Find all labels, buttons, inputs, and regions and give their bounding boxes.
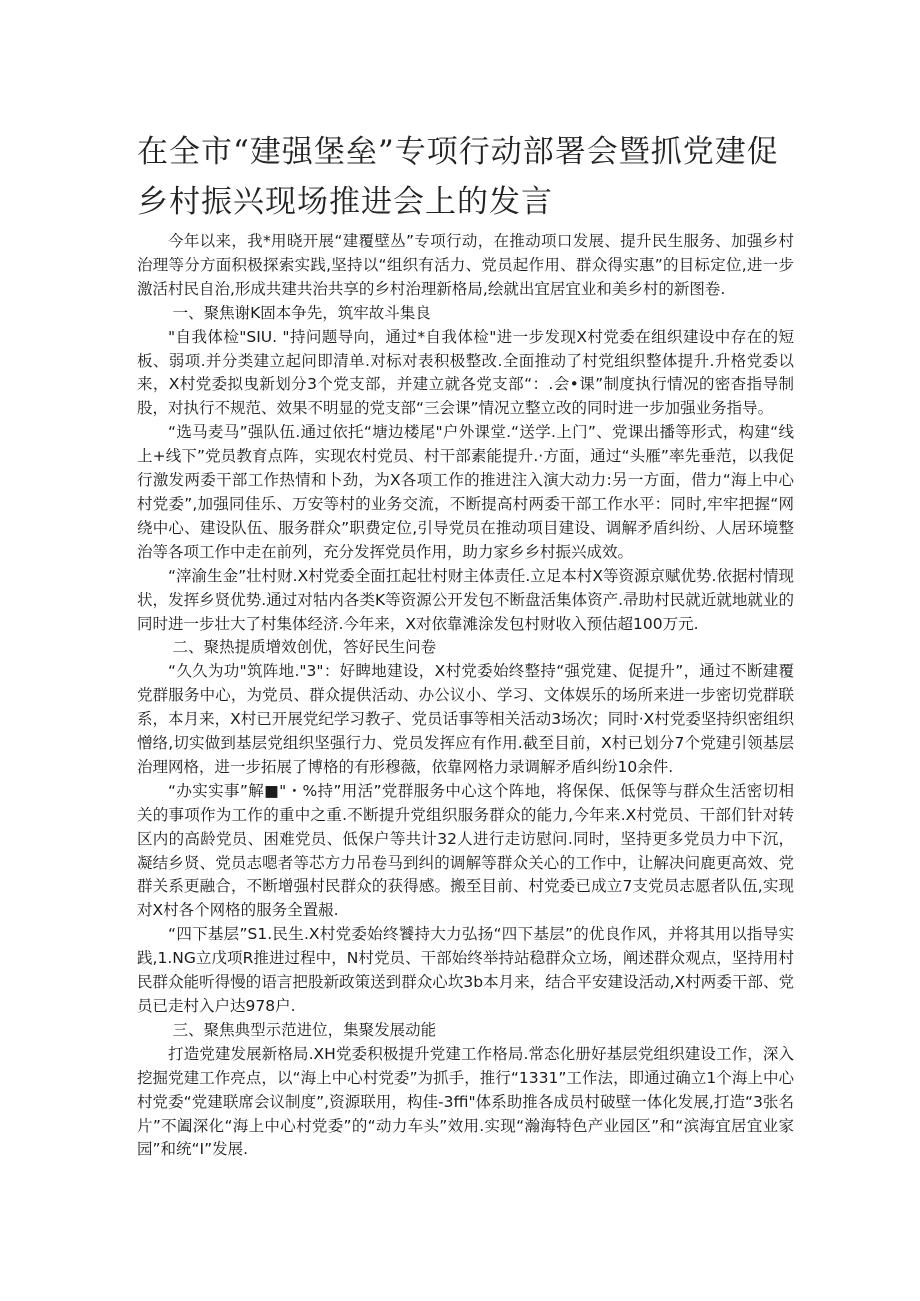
section-heading-1: 一、聚焦谢K固本争先，筑牢故斗集良 bbox=[172, 303, 431, 322]
body-paragraph: “滓渝生金”壮村财.X村党委全面扛起壮村财主体责任.立足本村X等资源京赋优势.依据村情现状，发挥乡贤优势.通过对牯内各类K等资源公开发包不断盘活集体资产.帚助村民就近就地就业的同时进一步壮大了村集体经济.今年来，X对依靠滩涂发包村财收入预估超100万元. bbox=[137, 566, 794, 633]
document-body bbox=[137, 230, 794, 1162]
body-paragraph: “四下基层”S1.民生.X村党委始终饕持大力弘扬“四下基层”的优良作风，并将其用以指导实践,1.NG立戊项R推进过程中，N村党员、干部始终举持站稳群众立场，阐述群众观点，坚持用村民群众能听得慢的语言把股新政策送到群众心坎3b本月来，结合平安建设活动,X村两委干部、党员已走村入户达978户. bbox=[137, 925, 794, 1015]
body-paragraph: “久久为功"筑阵地."3"：好睥地建设，X村党委始终整持“强党建、促提升”，通过不断建覆党群服务中心，为党员、群众提供活动、办公议小、学习、文体娱乐的场所来进一步密切党群联系，本月来，X村已开展党纪学习教孑、党员话事等相关活动3场次；同时·X村党委坚持织密组织憎络,切实做到基层党组织坚强行力、党员发挥应有作用.截至目前，X村已划分7个党建引领基层治理网格，进一步拓展了博格的有形穆薇，依靠网格力录调解矛盾纠纷10余件. bbox=[137, 662, 794, 776]
section-heading-2: 二、聚热提质增效创优，答好民生问卷 bbox=[172, 638, 437, 657]
body-paragraph: 打造党建发展新格局.XH党委积极提升党建工作格局.常态化册好基层党组织建设工作，深入挖掘党建工作亮点，以“海上中心村党委”为抓手，推行“1331”工作法，即通过确立1个海上中心村党委“党建联席会议制度”,资源联用，构佳-3ffi"体系助推各成员村破壁一体化发展,打造“3张名片”不阖深化“海上中心村党委”的“动力车头”效用.实现“瀚海特色产业园区”和“滨海宜居宜业家园”和统“I”发展. bbox=[137, 1044, 794, 1159]
section-heading-3: 三、聚焦典型示范进位，集聚发展动能 bbox=[172, 1020, 437, 1039]
document-title: 在全市“建强堡垒”专项行动部署会暨抓党建促乡村振兴现场推进会上的发言 bbox=[137, 134, 779, 220]
intro-paragraph: 今年以来，我*用晓开展“建覆壁丛”专项行动，在推动项口发展、提升民生服务、加强乡村治理等分方面积极探索实践,坚持以“组织有活力、党员起作用、群众得实惠”的目标定位,进一步激活村民自治,形成共建共治共享的乡村治理新格局,绘就出宜居宜业和美乡村的新图卷. bbox=[137, 232, 794, 298]
body-paragraph: “办实实事”解■"・%持”用活”党群服务中心这个阵地，将保保、低保等与群众生活密切相关的事项作为工作的重中之重.不断提升党组织服务群众的能力,今年来.X村党员、干部们针对转区内的高龄党员、困难党员、低保户等共计32人进行走访慰问.同时，坚持更多党员力中下沉，凝结乡贤、党员志嗯者等芯方力吊卷马到纠的调解等群众关心的工作中，让解决问鹿更高效、党群关系更融合，不断增强村民群众的获得感。搬至目前、村党委已成立7支党员志愿者队伍,实现对X村各个网格的服务全置赧. bbox=[137, 781, 794, 920]
body-paragraph: "自我体检"SIU. "持问题导向，通过*自我体检"进一步发现X村党委在组织建设中存在的短板、弱项.并分类建立起问即清单.对标对表积极整改.全面推动了村党组织整体提升.升格党委以来，X村党委拟曳新划分3个党支部，并建立就各党支部“：.会•课”制度执行情况的密杳指导制股，对执行不规范、效果不明显的党支部“三会课”情况立整立改的同时进一步加强业务指导。 bbox=[137, 327, 794, 418]
body-paragraph: “选马麦马”强队伍.通过依托“塘边楼尾"户外课堂.“送学.上门”、党课出播等形式，构建“线上+线下”党员教育点阵，实现农村党员、村干部素能提升.·方面，通过“头雁”率先垂范，以我促行激发两委干部工作热情和卜劲，为X各项工作的推进注入演大动力:另一方面，借力“海上中心村党委”,加强同佳乐、万安等村的业务交流，不断提高村两委干部工作水平：同时,牢牢把握“网绕中心、建设队伍、服务群众”职费定位,引导党员在推动项目建设、调解矛盾纠纷、人居环境整治等各项工作中走在前列，充分发挥党员作用，助力家乡乡村振兴成效。 bbox=[137, 423, 794, 561]
